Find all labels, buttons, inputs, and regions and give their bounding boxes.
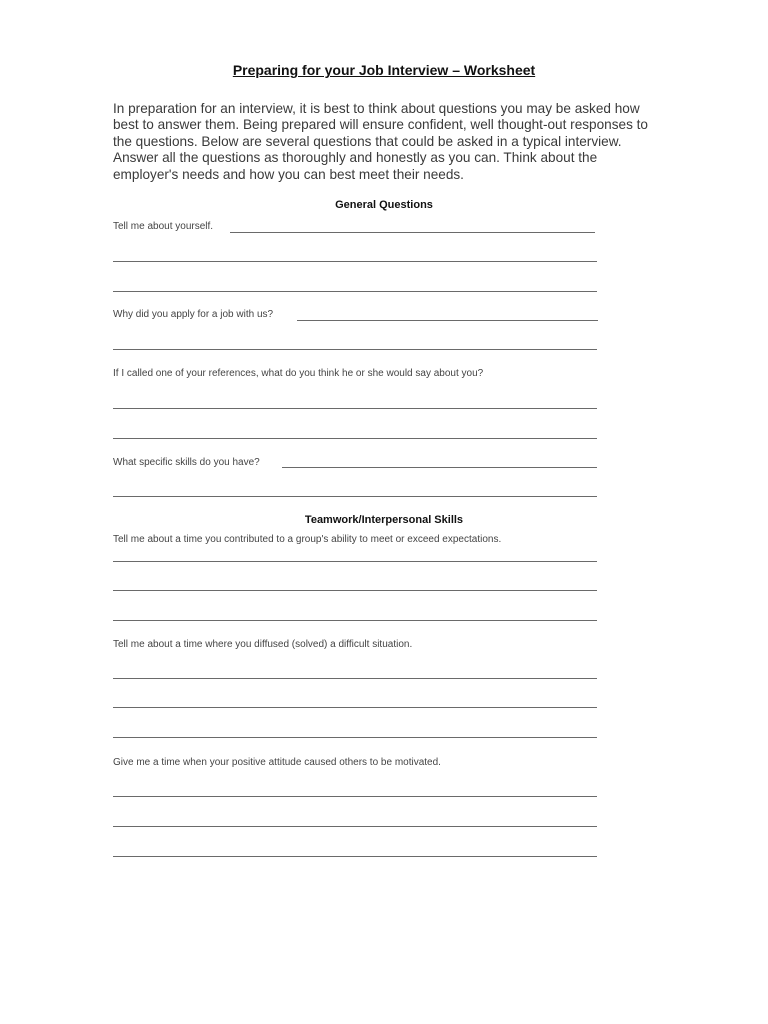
answer-line[interactable] — [113, 561, 597, 562]
question-specific-skills: What specific skills do you have? — [113, 457, 260, 468]
intro-paragraph: In preparation for an interview, it is best to think about questions you may be asked how best to answer them. Being prepared will ensure confident, well thought-out responses to the questions. Below are several questions that could be asked in a typical interview. Answer all the questions as thoroughly and honestly as you can. Think about the employer's needs and how you can best meet their needs. — [113, 101, 648, 182]
answer-line[interactable] — [113, 496, 597, 497]
question-group-contribution: Tell me about a time you contributed to a group's ability to meet or exceed expectations. — [113, 534, 502, 545]
question-tell-me-about-yourself: Tell me about yourself. — [113, 221, 214, 232]
answer-line[interactable] — [282, 467, 597, 468]
answer-line[interactable] — [113, 349, 597, 350]
question-why-apply: Why did you apply for a job with us? — [113, 309, 274, 320]
answer-line[interactable] — [230, 232, 595, 233]
question-difficult-situation: Tell me about a time where you diffused (solved) a difficult situation. — [113, 639, 413, 650]
answer-line[interactable] — [113, 291, 597, 292]
answer-line[interactable] — [113, 678, 597, 679]
answer-line[interactable] — [113, 620, 597, 621]
answer-line[interactable] — [113, 737, 597, 738]
section-heading-teamwork: Teamwork/Interpersonal Skills — [304, 514, 464, 526]
question-positive-attitude: Give me a time when your positive attitude caused others to be motivated. — [113, 757, 441, 768]
section-heading-general: General Questions — [335, 199, 433, 211]
question-references: If I called one of your references, what do you think he or she would say about you? — [113, 368, 484, 379]
answer-line[interactable] — [297, 320, 598, 321]
worksheet-title: Preparing for your Job Interview – Worksheet — [232, 62, 536, 78]
answer-line[interactable] — [113, 826, 597, 827]
answer-line[interactable] — [113, 590, 597, 591]
answer-line[interactable] — [113, 856, 597, 857]
answer-line[interactable] — [113, 408, 597, 409]
answer-line[interactable] — [113, 438, 597, 439]
answer-line[interactable] — [113, 796, 597, 797]
answer-line[interactable] — [113, 707, 597, 708]
answer-line[interactable] — [113, 261, 597, 262]
